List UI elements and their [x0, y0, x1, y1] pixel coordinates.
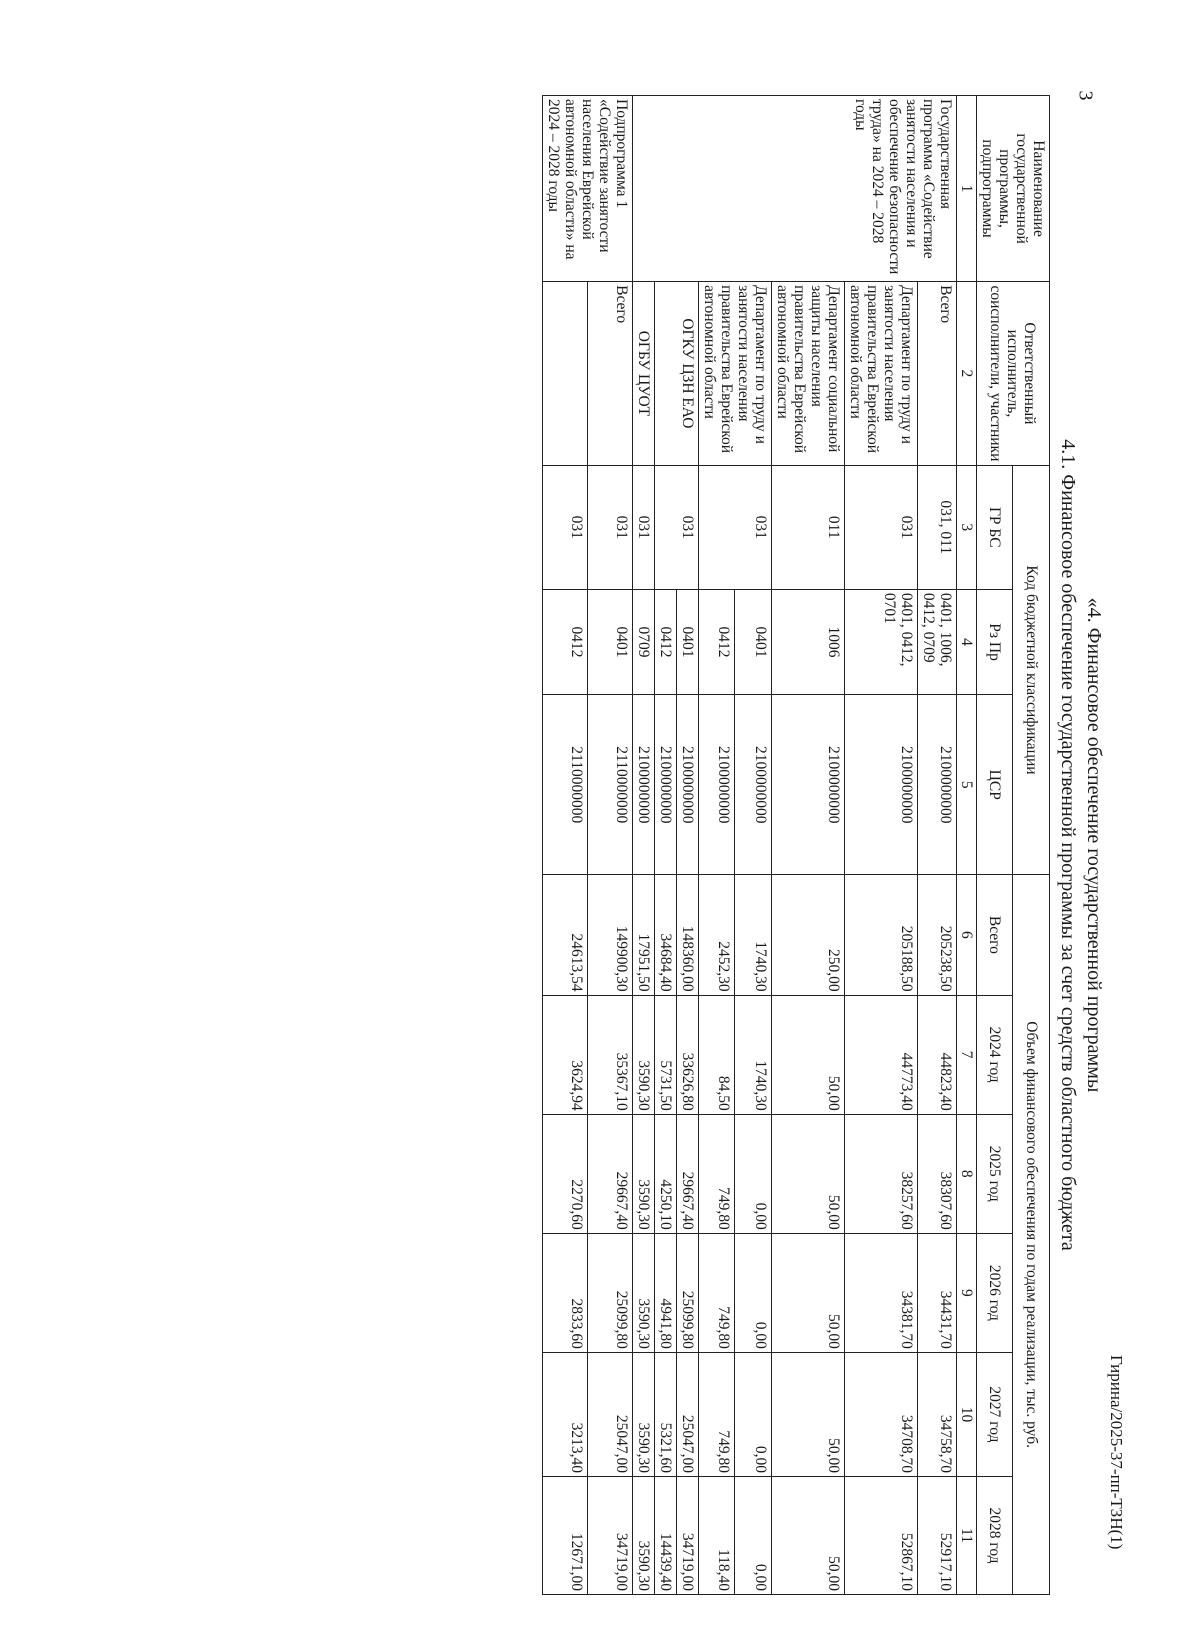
header-budget-code: Код бюджетной классификации [1013, 465, 1050, 875]
y2027-cell: 749,80 [699, 1352, 736, 1476]
y2028-cell: 14439,40 [655, 1476, 677, 1594]
rzpr-cell: 0401, 0412, 0701 [845, 589, 918, 694]
table-row [735, 96, 772, 1595]
csr-cell: 2100000000 [655, 695, 677, 875]
y2027-cell: 25047,00 [588, 1352, 633, 1476]
financing-table [542, 95, 1050, 1595]
table-row [845, 96, 918, 1595]
csr-cell: 2100000000 [633, 695, 655, 875]
y2026-cell: 0,00 [735, 1233, 772, 1352]
header-total: Всего [977, 875, 1014, 995]
y2024-cell: 50,00 [772, 995, 845, 1114]
grbs-cell: 031 [543, 465, 588, 589]
col-number: 4 [957, 589, 977, 694]
y2026-cell: 4941,80 [655, 1233, 677, 1352]
executor-cell: Департамент по труду и занятости населения правительства Еврейской автономной области [699, 282, 772, 466]
y2028-cell: 52867,10 [845, 1476, 918, 1594]
executor-cell: ОГБУ ЦУОТ [633, 282, 655, 466]
rzpr-cell: 0412 [543, 589, 588, 694]
y2027-cell: 3213,40 [543, 1352, 588, 1476]
total-cell: 1740,30 [735, 875, 772, 995]
page-number: 3 [1074, 90, 1097, 101]
header-2028: 2028 год [977, 1476, 1014, 1594]
header-grbs: ГР БС [977, 465, 1014, 589]
y2025-cell: 38257,60 [845, 1114, 918, 1233]
col-number: 10 [957, 1352, 977, 1476]
header-2024: 2024 год [977, 995, 1014, 1114]
csr-cell: 2110000000 [543, 695, 588, 875]
y2024-cell: 3624,94 [543, 995, 588, 1114]
y2024-cell: 35367,10 [588, 995, 633, 1114]
y2025-cell: 50,00 [772, 1114, 845, 1233]
rzpr-cell: 0412 [699, 589, 736, 694]
rzpr-cell: 0709 [633, 589, 655, 694]
y2024-cell: 44823,40 [918, 995, 957, 1114]
executor-cell: Всего [918, 282, 957, 466]
y2028-cell: 0,00 [735, 1476, 772, 1594]
y2025-cell: 749,80 [699, 1114, 736, 1233]
col-number: 11 [957, 1476, 977, 1594]
grbs-cell: 031, 011 [918, 465, 957, 589]
y2025-cell: 29667,40 [677, 1114, 699, 1233]
grbs-cell: 011 [772, 465, 845, 589]
y2024-cell: 33626,80 [677, 995, 699, 1114]
csr-cell: 2100000000 [772, 695, 845, 875]
y2025-cell: 4250,10 [655, 1114, 677, 1233]
rzpr-cell: 0401 [588, 589, 633, 694]
y2028-cell: 34719,00 [588, 1476, 633, 1594]
total-cell: 34684,40 [655, 875, 677, 995]
rzpr-cell: 0401 [735, 589, 772, 694]
y2026-cell: 50,00 [772, 1233, 845, 1352]
section-subtitle: 4.1. Финансовое обеспечение государственной программы за счет средств областного бюджета [1057, 439, 1079, 1251]
rzpr-cell: 0401, 1006, 0412, 0709 [918, 589, 957, 694]
col-number: 8 [957, 1114, 977, 1233]
y2028-cell: 12671,00 [543, 1476, 588, 1594]
y2026-cell: 34431,70 [918, 1233, 957, 1352]
rzpr-cell: 0401 [677, 589, 699, 694]
subprogram-name: Подпрограмма 1 «Содействие занятости населения Еврейской автономной области» на 2024 – 2028 годы [543, 96, 633, 282]
table-row [677, 96, 699, 1595]
header-2026: 2026 год [977, 1233, 1014, 1352]
col-number: 7 [957, 995, 977, 1114]
y2026-cell: 749,80 [699, 1233, 736, 1352]
total-cell: 149900,30 [588, 875, 633, 995]
col-number: 2 [957, 282, 977, 466]
y2025-cell: 38307,60 [918, 1114, 957, 1233]
grbs-cell: 031 [699, 465, 772, 589]
program-name: Государственная программа «Содействие занятости населения и обеспечение безопасности труда» на 2024 – 2028 годы [633, 96, 957, 282]
y2026-cell: 34381,70 [845, 1233, 918, 1352]
y2025-cell: 2270,60 [543, 1114, 588, 1233]
header-volume: Объем финансового обеспечения по годам реализации, тыс. руб. [1013, 875, 1050, 1595]
y2027-cell: 5321,60 [655, 1352, 677, 1476]
col-number: 6 [957, 875, 977, 995]
table-row [633, 96, 655, 1595]
y2028-cell: 50,00 [772, 1476, 845, 1594]
table-row [543, 96, 588, 1595]
y2024-cell: 84,50 [699, 995, 736, 1114]
table-row [588, 96, 633, 1595]
y2028-cell: 3590,30 [633, 1476, 655, 1594]
y2026-cell: 2833,60 [543, 1233, 588, 1352]
header-csr: ЦСР [977, 695, 1014, 875]
grbs-cell: 031 [588, 465, 633, 589]
header-2027: 2027 год [977, 1352, 1014, 1476]
csr-cell: 2100000000 [845, 695, 918, 875]
y2024-cell: 5731,50 [655, 995, 677, 1114]
y2026-cell: 25099,80 [677, 1233, 699, 1352]
csr-cell: 2100000000 [677, 695, 699, 875]
y2025-cell: 3590,30 [633, 1114, 655, 1233]
y2027-cell: 50,00 [772, 1352, 845, 1476]
grbs-cell: 031 [845, 465, 918, 589]
rzpr-cell: 1006 [772, 589, 845, 694]
executor-cell: ОГКУ ЦЗН ЕАО [655, 282, 699, 466]
col-number: 1 [957, 96, 977, 282]
y2027-cell: 34758,70 [918, 1352, 957, 1476]
rzpr-cell: 0412 [655, 589, 677, 694]
y2028-cell: 118,40 [699, 1476, 736, 1594]
col-number: 3 [957, 465, 977, 589]
header-name: Наименование государственной программы, подпрограммы [977, 96, 1050, 282]
total-cell: 2452,30 [699, 875, 736, 995]
col-number: 5 [957, 695, 977, 875]
header-2025: 2025 год [977, 1114, 1014, 1233]
y2028-cell: 52917,10 [918, 1476, 957, 1594]
table-row [772, 96, 845, 1595]
y2027-cell: 3590,30 [633, 1352, 655, 1476]
document-footer-code: Гирина/2025-37-пп-ТЗН(1) [1107, 1355, 1126, 1550]
total-cell: 250,00 [772, 875, 845, 995]
rotated-page-content [542, 95, 1106, 1595]
total-cell: 24613,54 [543, 875, 588, 995]
executor-cell: Департамент по труду и занятости населения правительства Еврейской автономной области [845, 282, 918, 466]
grbs-cell: 031 [655, 465, 699, 589]
col-number: 9 [957, 1233, 977, 1352]
y2024-cell: 44773,40 [845, 995, 918, 1114]
total-cell: 205188,50 [845, 875, 918, 995]
y2025-cell: 29667,40 [588, 1114, 633, 1233]
header-executor: Ответственный исполнитель, соисполнители, участники [977, 282, 1050, 466]
csr-cell: 2100000000 [699, 695, 736, 875]
section-title: «4. Финансовое обеспечение государственной программы [1083, 597, 1105, 1093]
y2027-cell: 34708,70 [845, 1352, 918, 1476]
csr-cell: 2100000000 [918, 695, 957, 875]
y2026-cell: 3590,30 [633, 1233, 655, 1352]
y2026-cell: 25099,80 [588, 1233, 633, 1352]
total-cell: 148360,00 [677, 875, 699, 995]
y2024-cell: 3590,30 [633, 995, 655, 1114]
total-cell: 17951,50 [633, 875, 655, 995]
executor-cell: Департамент социальной защиты населения правительства Еврейской автономной области [772, 282, 845, 466]
executor-cell: Всего [588, 282, 633, 466]
csr-cell: 2110000000 [588, 695, 633, 875]
y2024-cell: 1740,30 [735, 995, 772, 1114]
y2027-cell: 25047,00 [677, 1352, 699, 1476]
header-rzpr: Рз Пр [977, 589, 1014, 694]
total-cell: 205238,50 [918, 875, 957, 995]
grbs-cell: 031 [633, 465, 655, 589]
y2028-cell: 34719,00 [677, 1476, 699, 1594]
csr-cell: 2100000000 [735, 695, 772, 875]
y2027-cell: 0,00 [735, 1352, 772, 1476]
table-row [918, 96, 957, 1595]
y2025-cell: 0,00 [735, 1114, 772, 1233]
executor-cell [543, 282, 588, 466]
